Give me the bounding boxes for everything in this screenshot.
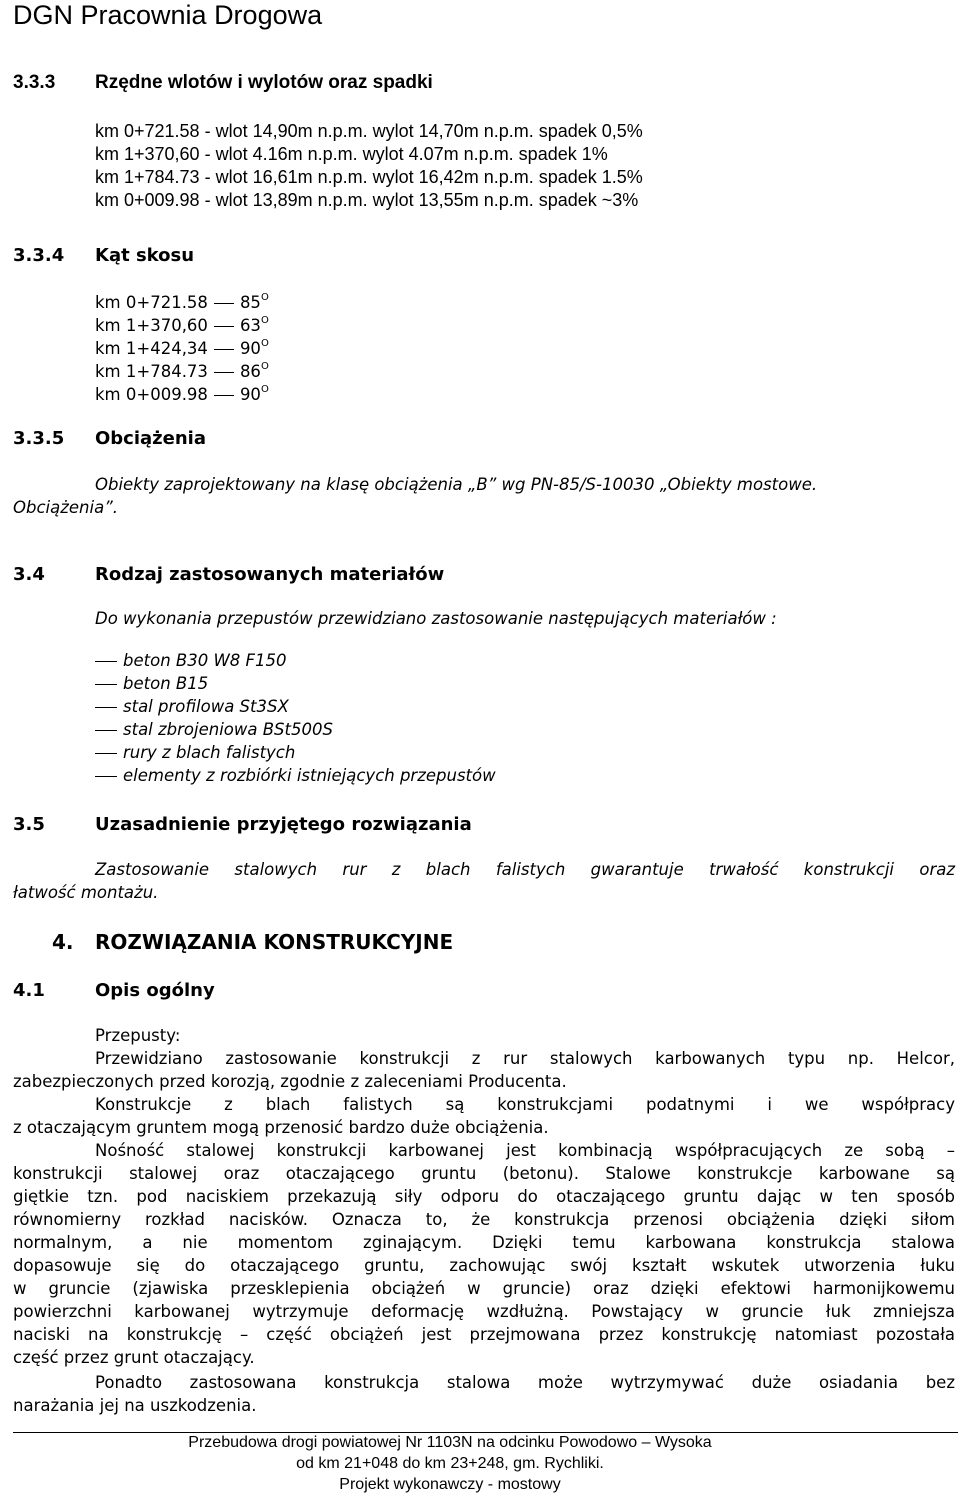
elevation-line: km 0+721.58 - wlot 14,90m n.p.m. wylot 14,70m n.p.m. spadek 0,5%	[95, 121, 643, 141]
elevation-line: km 1+370,60 - wlot 4.16m n.p.m. wylot 4.07m n.p.m. spadek 1%	[95, 144, 608, 164]
degree-mark: O	[260, 338, 269, 349]
description-line: Ponadto zastosowana konstrukcja stalowa może wytrzymywać duże osiadania bez	[95, 1373, 955, 1392]
dash-bullet-icon	[95, 730, 117, 731]
justification-line: łatwość montażu.	[13, 883, 159, 902]
footer-line: Przebudowa drogi powiatowej Nr 1103N na odcinku Powodowo – Wysoka	[188, 1434, 712, 1451]
dash-bullet-icon	[95, 753, 117, 754]
section-title-3-4: Rodzaj zastosowanych materiałów	[95, 564, 445, 585]
section-number-3-4: 3.4	[13, 564, 45, 585]
materials-list-item	[95, 697, 289, 716]
skew-angle-row	[95, 315, 269, 335]
degree-mark: O	[260, 292, 269, 303]
section-title-3-3-5: Obciążenia	[95, 428, 206, 449]
materials-list-item	[95, 720, 333, 739]
materials-list-item	[95, 674, 208, 693]
section-number-4: 4.	[52, 930, 74, 954]
dash-bullet-icon	[95, 776, 117, 777]
dash-glyph	[214, 349, 234, 350]
materials-list-item	[95, 766, 496, 785]
skew-angle-row	[95, 338, 269, 358]
skew-angle-row	[95, 292, 269, 312]
description-line: Nośność stalowej konstrukcji karbowanej jest kombinacją współpracujących ze sobą –	[95, 1141, 955, 1160]
justification-line: Zastosowanie stalowych rur z blach falistych gwarantuje trwałość konstrukcji oraz	[95, 860, 955, 879]
materials-list-item-label: rury z blach falistych	[123, 743, 296, 762]
dash-glyph	[214, 372, 234, 373]
load-class-paragraph: Obiekty zaprojektowany na klasę obciążenia „B” wg PN-85/S-10030 „Obiekty mostowe.	[95, 475, 818, 494]
materials-list-item	[95, 743, 295, 762]
footer-line: od km 21+048 do km 23+248, gm. Rychliki.	[296, 1455, 604, 1472]
description-line: część przez grunt otaczający.	[13, 1348, 255, 1367]
materials-list-item-label: beton B15	[123, 674, 209, 693]
skew-angle-row	[95, 361, 269, 381]
materials-intro: Do wykonania przepustów przewidziano zastosowanie następujących materiałów :	[95, 609, 777, 628]
page-header-title: DGN Pracownia Drogowa	[13, 0, 323, 30]
elevation-line: km 1+784.73 - wlot 16,61m n.p.m. wylot 16,42m n.p.m. spadek 1.5%	[95, 167, 643, 187]
description-line: równomierny rozkład nacisków. Oznacza to, że konstrukcja przenosi obciążenia dzięki siłom	[13, 1210, 955, 1229]
description-line: naciski na konstrukcję – część obciążeń jest przejmowana przez konstrukcję natomiast pozostała	[13, 1325, 955, 1344]
skew-km: km 1+784.73	[95, 362, 208, 381]
degree-mark: O	[260, 384, 269, 395]
dash-glyph	[214, 303, 234, 304]
dash-bullet-icon	[95, 707, 117, 708]
skew-angle: 63	[239, 316, 261, 335]
section-title-3-3-3: Rzędne wlotów i wylotów oraz spadki	[95, 72, 433, 93]
description-line: dopasowuje się do otaczającego gruntu, zachowując swój kształt wskutek utworzenia łuku	[13, 1256, 955, 1275]
description-line: normalnym, a nie momentom zginającym. Dzięki temu karbowana konstrukcja stalowa	[13, 1233, 955, 1252]
dash-bullet-icon	[95, 684, 117, 685]
section-title-3-3-4: Kąt skosu	[95, 245, 195, 266]
materials-list-item-label: stal profilowa St3SX	[123, 697, 289, 716]
skew-km: km 1+424,34	[95, 339, 208, 358]
description-line: w gruncie (zjawiska przesklepienia obciążeń w gruncie) oraz dzięki efektowi harmonijkowemu	[13, 1279, 955, 1298]
skew-angle: 85	[239, 293, 261, 312]
skew-km: km 0+009.98	[95, 385, 208, 404]
materials-list-item-label: stal zbrojeniowa BSt500S	[123, 720, 333, 739]
materials-list-item-label: beton B30 W8 F150	[123, 651, 287, 670]
description-line: konstrukcji stalowej oraz otaczającego gruntu (betonu). Stalowe konstrukcje karbowane są	[13, 1164, 955, 1183]
section-number-3-3-5: 3.3.5	[13, 428, 65, 449]
skew-angle: 86	[239, 362, 261, 381]
load-class-paragraph-end: Obciążenia”.	[13, 498, 118, 517]
skew-angle: 90	[239, 339, 261, 358]
section-number-3-5: 3.5	[13, 814, 45, 835]
degree-mark: O	[260, 361, 269, 372]
degree-mark: O	[260, 315, 269, 326]
skew-angle-row	[95, 384, 269, 404]
elevation-line: km 0+009.98 - wlot 13,89m n.p.m. wylot 13,55m n.p.m. spadek ~3%	[95, 190, 639, 210]
materials-list-item-label: elementy z rozbiórki istniejących przepustów	[123, 766, 496, 785]
description-line: Przewidziano zastosowanie konstrukcji z rur stalowych karbowanych typu np. Helcor,	[95, 1049, 955, 1068]
description-line: powierzchni karbowanej wytrzymuje deformację wzdłużną. Powstający w gruncie łuk zmniejsza	[13, 1302, 955, 1321]
skew-angle: 90	[239, 385, 261, 404]
skew-km: km 0+721.58	[95, 293, 208, 312]
section-title-4: ROZWIĄZANIA KONSTRUKCYJNE	[95, 930, 454, 954]
section-number-3-3-3: 3.3.3	[13, 72, 56, 93]
description-line: giętkie tzn. pod naciskiem przekazują siły odporu do otaczającego gruntu dając w ten sposób	[13, 1187, 955, 1206]
section-number-4-1: 4.1	[13, 980, 45, 1001]
dash-glyph	[214, 395, 234, 396]
dash-bullet-icon	[95, 661, 117, 662]
section-title-3-5: Uzasadnienie przyjętego rozwiązania	[95, 814, 472, 835]
description-line: narażania jej na uszkodzenia.	[13, 1396, 257, 1415]
section-title-4-1: Opis ogólny	[95, 980, 215, 1001]
footer-line: Projekt wykonawczy - mostowy	[339, 1476, 561, 1493]
footer-rule	[13, 1432, 958, 1433]
skew-km: km 1+370,60	[95, 316, 208, 335]
description-line: z otaczającym gruntem mogą przenosić bardzo duże obciążenia.	[13, 1118, 549, 1137]
description-line: Konstrukcje z blach falistych są konstrukcjami podatnymi i we współpracy	[95, 1095, 955, 1114]
description-line: zabezpieczonych przed korozją, zgodnie z zaleceniami Producenta.	[13, 1072, 567, 1091]
section-number-3-3-4: 3.3.4	[13, 245, 65, 266]
dash-glyph	[214, 326, 234, 327]
culverts-label: Przepusty:	[95, 1026, 181, 1045]
materials-list-item	[95, 651, 287, 670]
